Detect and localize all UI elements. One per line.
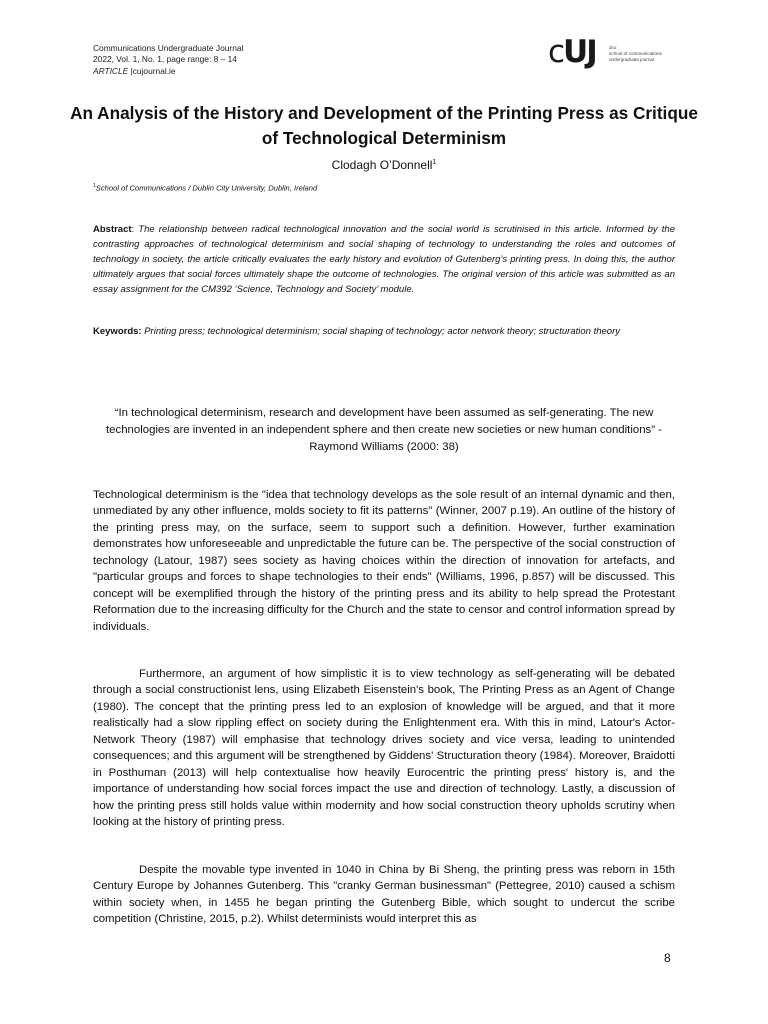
keywords-label: Keywords: xyxy=(93,326,142,337)
author-name: Clodagh O’Donnell xyxy=(331,158,433,172)
journal-logo xyxy=(548,34,678,74)
logo-tagline: dcu school of communications undergraduate journal xyxy=(609,45,662,62)
logo-mark: cUJ xyxy=(548,34,596,70)
keywords xyxy=(93,324,675,339)
abstract: Abstract: The relationship between radical technological innovation and the social world is scrutinised in this article. Informed by the contrasting approaches of technological determinism and social shaping of technology to understanding the roles and outcomes of technology in society, the article critically evaluates the early history and evolution of Gutenberg’s printing press. In doing this, the author ultimately argues that social forces ultimately shape the outcome of technologies. The original version of this article was submitted as an essay assignment for the CM392 ‘Science, Technology and Society’ module. xyxy=(93,224,675,295)
abstract-label: Abstract xyxy=(93,224,132,235)
journal-article-line xyxy=(93,66,243,77)
journal-volume: 2022, Vol. 1, No. 1, page range: 8 – 14 xyxy=(93,54,237,65)
keywords-text: Printing press; technological determinism; social shaping of technology; actor network theory; structuration theory xyxy=(144,326,620,337)
epigraph-quote: “In technological determinism, research and development have been assumed as self-generating. The new technologies are invented in an independent sphere and then create new societies or new human conditions” - Raymond Williams (2000: 38) xyxy=(106,407,662,453)
article-title: An Analysis of the History and Development of the Printing Press as Critique of Technological Determinism xyxy=(70,103,698,148)
article-author xyxy=(60,155,708,173)
author-affiliation-marker: 1 xyxy=(432,159,437,166)
abstract-text: The relationship between radical technological innovation and the social world is scrutinised in this article. Informed by the contrasting approaches of technological determinism and social shaping of technology to understanding the roles and outcomes of technology in society, the article critically evaluates the early history and evolution of Gutenberg’s printing press. In doing this, the author ultimately argues that social forces ultimately shape the outcome of technologies. The original version of this article was submitted as an essay assignment for the CM392 ‘Science, Technology and Society’ module. xyxy=(93,224,675,295)
article-label: ARTICLE xyxy=(93,65,129,76)
author-affiliation: $^1$School of Communications / Dublin City University, Dublin, Ireland xyxy=(93,183,318,193)
journal-name: Communications Undergraduate Journal xyxy=(93,43,244,53)
journal-url: |cujournal.ie xyxy=(128,65,176,76)
body-paragraph-1: Technological determinism is the "idea that technology develops as the sole result of an internal dynamic and then, unmediated by any other influence, molds society to fit its patterns" (Winner, 2007 p.19). An outline of the history of the printing press may, on the surface, seem to support such a definition. However, further examination demonstrates how unforeseeable and unpredictable the future can be. The perspective of the social construction of technology (Latour, 1987) sees society as having choices within the direction of innovation for artefacts, and "particular groups and forces to shape technologies to their ends" (Williams, 1996, p.857) will be discussed. This concept will be exemplified through the history of the printing press and its ability to help spread the Protestant Reformation due to the increasing difficulty for the Church and the state to censor and control information spread by individuals. xyxy=(93,489,675,633)
body-paragraph-3: Despite the movable type invented in 1040 in China by Bi Sheng, the printing press was reborn in 15th Century Europe by Johannes Gutenberg. This "cranky German businessman" (Pettegree, 2010) caused a schism within society when, in 1455 he began printing the Gutenberg Bible, which sought to undercut the scribe competition (Christine, 2015, p.2). Whilst determinists would interpret this as xyxy=(93,864,675,926)
journal-header xyxy=(93,43,243,77)
page-number: 8 xyxy=(664,951,671,965)
body-paragraph-2: Furthermore, an argument of how simplistic it is to view technology as self-generating will be debated through a social constructionist lens, using Elizabeth Eisenstein's book, The Printing Press as an Agent of Change (1980). The concept that the printing press led to an explosion of knowledge will be argued, and that it more realistically had a slow rippling effect on society during the Enlightenment era. With this in mind, Latour's Actor-Network Theory (1987) will emphasise that technology drives society and vice versa, leading to unintended consequences; and this argument will be strengthened by Giddens' Structuration theory (1984). Moreover, Braidotti in Posthuman (2013) will help contextualise how heavily Eurocentric the printing press' history is, and the importance of understanding how social forces impact the use and direction of technology. Lastly, a discussion of how the printing press still holds value within modernity and how social construction theory upholds scrutiny when looking at the history of printing press. xyxy=(93,668,675,829)
